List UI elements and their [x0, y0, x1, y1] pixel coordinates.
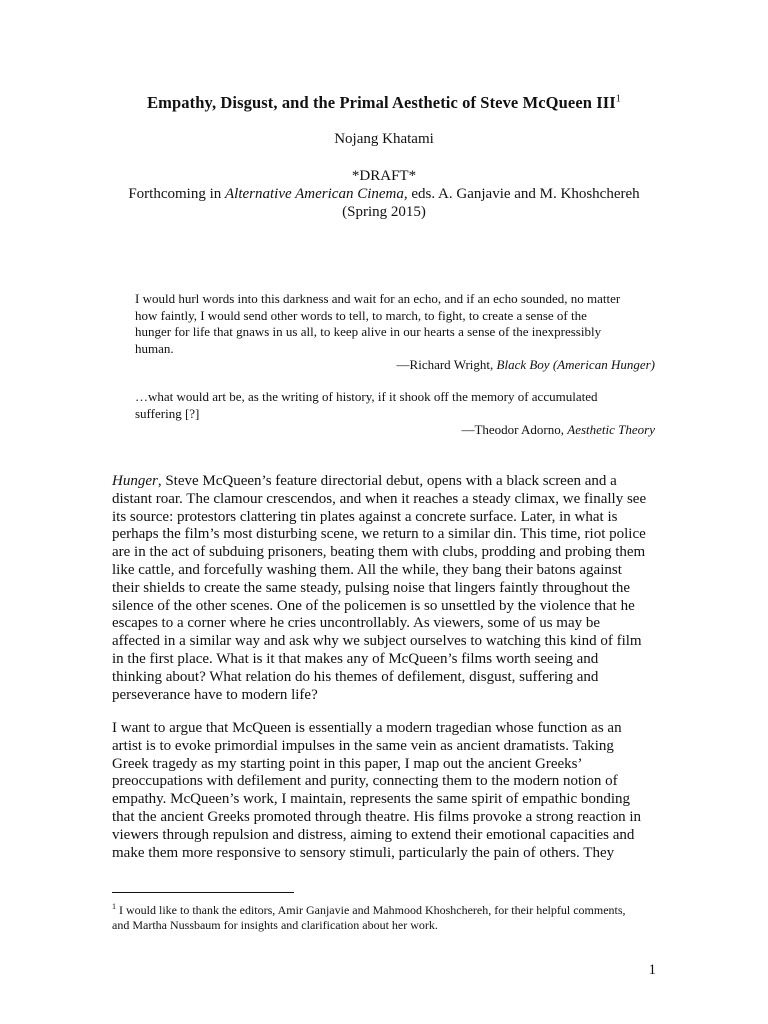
body-line: are in the act of subduing prisoners, beating them with clubs, prodding and probing them [112, 544, 646, 561]
body-line: perhaps the film’s most disturbing scene, we return to a similar din. This time, riot police [112, 526, 646, 543]
body-line: distant roar. The clamour crescendos, and when it reaches a steady climax, we finally see [112, 490, 647, 507]
attribution-work: Black Boy (American Hunger) [496, 357, 655, 372]
body-line: their shields to create the same steady, pulsing noise that lingers faintly throughout the [112, 579, 631, 596]
body-line: empathy. McQueen’s work, I maintain, represents the same spirit of empathic bonding [112, 791, 631, 808]
attribution-prefix: —Richard Wright, [396, 357, 497, 372]
body-line: its source: protestors clattering tin plates against a concrete surface. Later, in what is [112, 508, 618, 525]
body-line: like cattle, and forcefully washing them. All the while, they bang their batons against [112, 561, 622, 578]
footnote [112, 899, 657, 933]
body-line: Greek tragedy as my starting point in this paper, I map out the ancient Greeks’ [112, 755, 583, 772]
draft-label: *DRAFT* [351, 168, 417, 184]
body-line: perseverance have to modern life? [112, 686, 318, 703]
forthcoming-suffix: , eds. A. Ganjavie and M. Khoshchereh [403, 186, 640, 202]
body-line: preoccupations with defilement and purity, connecting them to the modern notion of [112, 773, 618, 790]
film-title: Hunger [112, 473, 158, 489]
author-name: Nojang Khatami [334, 131, 434, 147]
epigraph-wright [135, 291, 655, 374]
body-line: escapes to a corner where he cries uncontrollably. As viewers, some of us may be [112, 615, 601, 632]
footnote-marker: 1 [112, 902, 116, 911]
footnote-separator [112, 892, 294, 893]
epigraph-line: …what would art be, as the writing of history, if it shook off the memory of accumulated [135, 389, 598, 404]
epigraph-adorno [135, 389, 655, 439]
epigraph-line: hunger for life that gnaws in us all, to keep alive in our hearts a sense of the inexpressibly [135, 324, 602, 339]
body-line: Hunger, Steve McQueen’s feature directorial debut, opens with a black screen and a [112, 473, 617, 489]
publication-date: (Spring 2015) [342, 204, 426, 220]
page-number: 1 [648, 962, 656, 978]
body-line: that the ancient Greeks promoted through theatre. His films provoke a strong reaction in [112, 808, 642, 825]
body-line: affected in a similar way and ask why we subject ourselves to watching this kind of film [112, 633, 642, 650]
body-line: artist is to evoke primordial impulses in the same vein as ancient dramatists. Taking [112, 737, 614, 754]
paper-title [0, 93, 768, 113]
epigraph-attribution [135, 422, 655, 439]
body-line: I want to argue that McQueen is essentially a modern tragedian whose function as an [112, 720, 622, 736]
attribution-work: Aesthetic Theory [567, 422, 655, 437]
epigraph-attribution [135, 357, 655, 374]
body-paragraph-2 [112, 720, 657, 862]
footnote-line: $^1$ I would like to thank the editors, Amir Ganjavie and Mahmood Khoshchereh, for their helpful comments, [112, 902, 626, 917]
forthcoming-line [0, 186, 768, 203]
paper-title-text: Empathy, Disgust, and the Primal Aesthetic of Steve McQueen III [147, 93, 616, 112]
footnote-line: and Martha Nussbaum for insights and clarification about her work. [112, 918, 438, 932]
title-footnote-marker: 1 [615, 93, 621, 105]
epigraph-line: suffering [?] [135, 405, 200, 421]
body-line: silence of the other scenes. One of the policemen is so unsettled by the violence that he [112, 597, 635, 614]
forthcoming-prefix: Forthcoming in [128, 186, 226, 202]
body-line: thinking about? What relation do his themes of defilement, disgust, suffering and [112, 668, 599, 685]
attribution-prefix: —Theodor Adorno, [461, 422, 568, 437]
body-line: make them more responsive to sensory stimuli, particularly the pain of others. They [112, 844, 615, 861]
body-paragraph-1 [112, 473, 657, 704]
epigraph-line: I would hurl words into this darkness and wait for an echo, and if an echo sounded, no matter [135, 291, 621, 306]
body-line: in the first place. What is it that makes any of McQueen’s films worth seeing and [112, 650, 599, 667]
epigraph-line: how faintly, I would send other words to tell, to march, to fight, to create a sense of the [135, 307, 587, 323]
epigraph-line: human. [135, 340, 174, 356]
body-line: viewers through repulsion and distress, aiming to extend their emotional capacities and [112, 826, 635, 843]
forthcoming-venue: Alternative American Cinema [225, 186, 404, 202]
